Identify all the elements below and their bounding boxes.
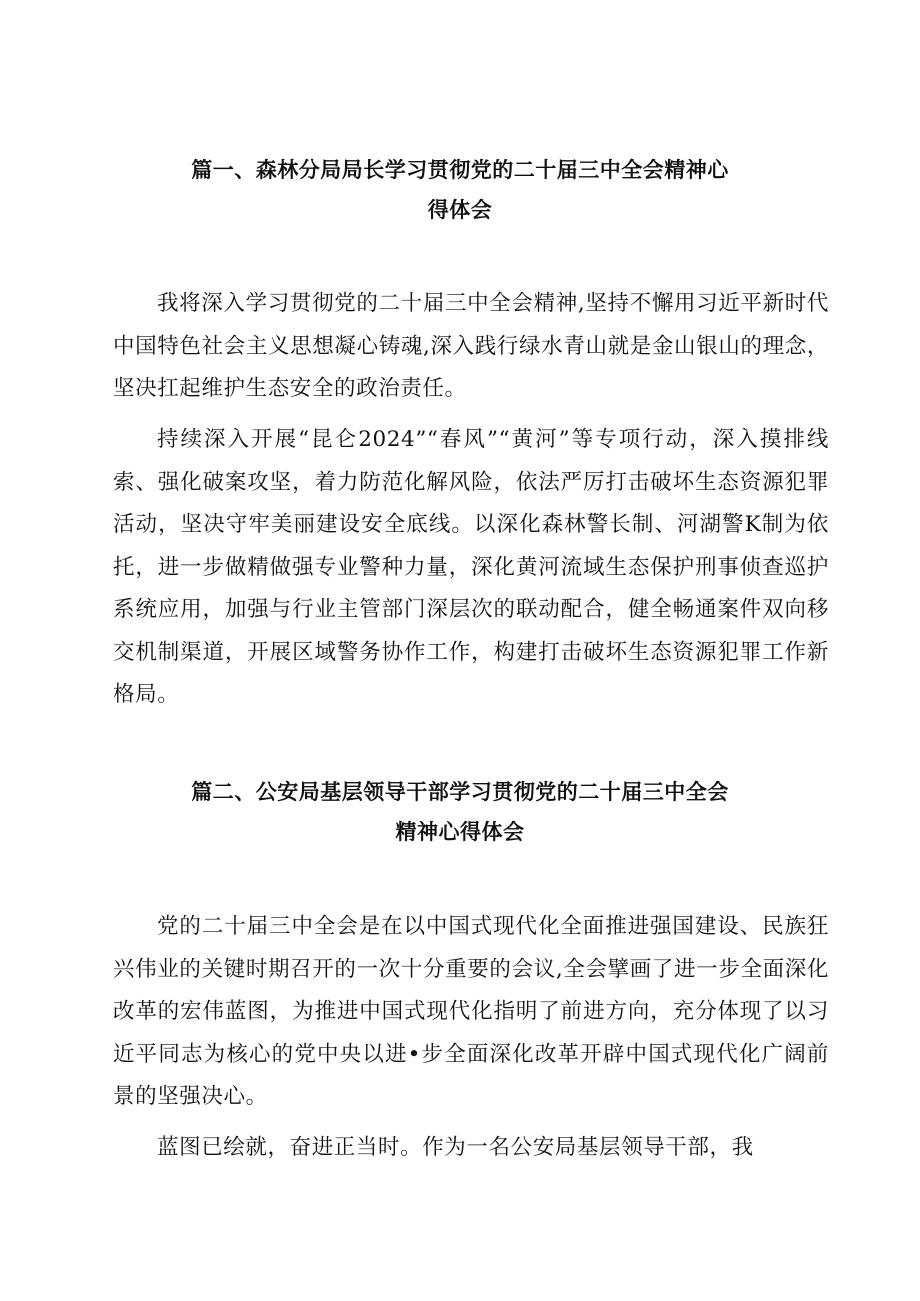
section-2-heading-line-2: 精神心得体会 bbox=[395, 820, 525, 844]
section-2-paragraph-1: 党的二十届三中全会是在以中国式现代化全面推进强国建设、民族狂兴伟业的关键时期召开的一次十分重要的会议,全会擘画了进一步全面深化改革的宏伟蓝图，为推进中国式现代化指明了前进方向，充分体现了以习近平同志为核心的党中央以进•步全面深化改革开辟中国式现代化广阔前景的坚强决心。 bbox=[113, 914, 829, 1109]
section-1-heading bbox=[110, 150, 810, 230]
section-1-heading-line-2: 得体会 bbox=[427, 198, 493, 222]
section-1-paragraph-2: 持续深入开展“昆仑2024”“春风”“黄河”等专项行动，深入摸排线索、强化破案攻坚，着力防范化解风险，依法严厉打击破坏生态资源犯罪活动，坚决守牢美丽建设安全底线。以深化森林警长制、河湖警K制为依托，进一步做精做强专业警种力量，深化黄河流域生态保护刑事侦查巡护系统应用，加强与行业主管部门深层次的联动配合，健全畅通案件双向移交机制渠道，开展区域警务协作工作，构建打击破坏生态资源犯罪工作新格局。 bbox=[113, 427, 829, 707]
section-2-heading-line-1: 篇二、公安局基层领导干部学习贯彻党的二十届三中全会 bbox=[191, 780, 729, 804]
section-2-heading bbox=[110, 772, 810, 852]
section-1-paragraph-1: 我将深入学习贯彻党的二十届三中全会精神,坚持不懈用习近平新时代中国特色社会主义思想凝心铸魂,深入践行绿水青山就是金山银山的理念，坚决扛起维护生态安全的政治责任。 bbox=[113, 291, 829, 401]
section-2-paragraph-2: 蓝图已绘就，奋进正当时。作为一名公安局基层领导干部，我 bbox=[157, 1135, 754, 1160]
section-1-heading-line-1: 篇一、森林分局局长学习贯彻党的二十届三中全会精神心 bbox=[191, 158, 729, 182]
